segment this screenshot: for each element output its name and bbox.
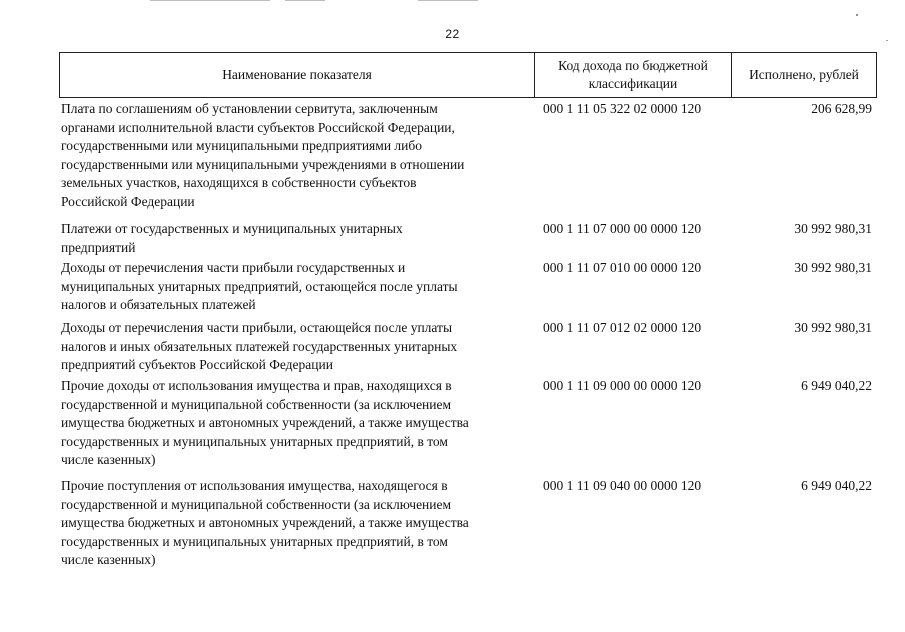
header-code: Код дохода по бюджетной классификации [535,53,732,97]
row-code: 000 1 11 09 000 00 0000 120 [543,378,702,393]
row-name: Доходы от перечисления части прибыли государственных и муниципальных унитарных предприятий, остающейся после уплаты налогов и обязательных платежей [61,260,458,313]
row-code: 000 1 11 05 322 02 0000 120 [543,101,702,116]
header-executed: Исполнено, рублей [749,67,859,82]
row-executed: 6 949 040,22 [801,378,872,393]
row-code: 000 1 11 07 012 02 0000 120 [543,320,702,335]
scan-artifact [856,14,858,16]
page-number: 22 [445,27,460,41]
row-executed: 6 949 040,22 [801,478,872,493]
table-header [59,52,877,98]
row-code: 000 1 11 07 010 00 0000 120 [543,260,702,275]
row-code: 000 1 11 07 000 00 0000 120 [543,221,702,236]
row-executed: 30 992 980,31 [794,221,872,236]
scan-artifact [150,0,270,1]
row-code: 000 1 11 09 040 00 0000 120 [543,478,702,493]
row-name: Прочие поступления от использования имущества, находящегося в государственной и муниципальной собственности (за исключением имущества бюджетных и автономных учреждений, а также имущества государственных и муниципальных унитарных предприятий, в том числе казенных) [61,478,469,568]
row-name: Платежи от государственных и муниципальных унитарных предприятий [61,221,403,255]
row-executed: 30 992 980,31 [794,260,872,275]
row-name: Прочие доходы от использования имущества и прав, находящихся в государственной и муниципальной собственности (за исключением имущества бюджетных и автономных учреждений, а также имущества государственных и муниципальных унитарных предприятий, в том числе казенных) [61,378,469,468]
row-name: Доходы от перечисления части прибыли, остающейся после уплаты налогов и иных обязательных платежей государственных унитарных предприятий субъектов Российской Федерации [61,320,458,373]
row-name: Плата по соглашениям об установлении сервитута, заключенным органами исполнительной власти субъектов Российской Федерации, государственными или муниципальными предприятиями либо государственными или муниципальными учреждениями в отношении земельных участков, находящихся в собственности субъектов Российской Федерации [61,101,465,209]
scan-artifact [886,40,888,41]
row-executed: 206 628,99 [811,101,872,116]
scan-artifact [285,0,325,1]
scan-artifact [418,0,478,1]
header-name: Наименование показателя [60,53,535,97]
row-executed: 30 992 980,31 [794,320,872,335]
